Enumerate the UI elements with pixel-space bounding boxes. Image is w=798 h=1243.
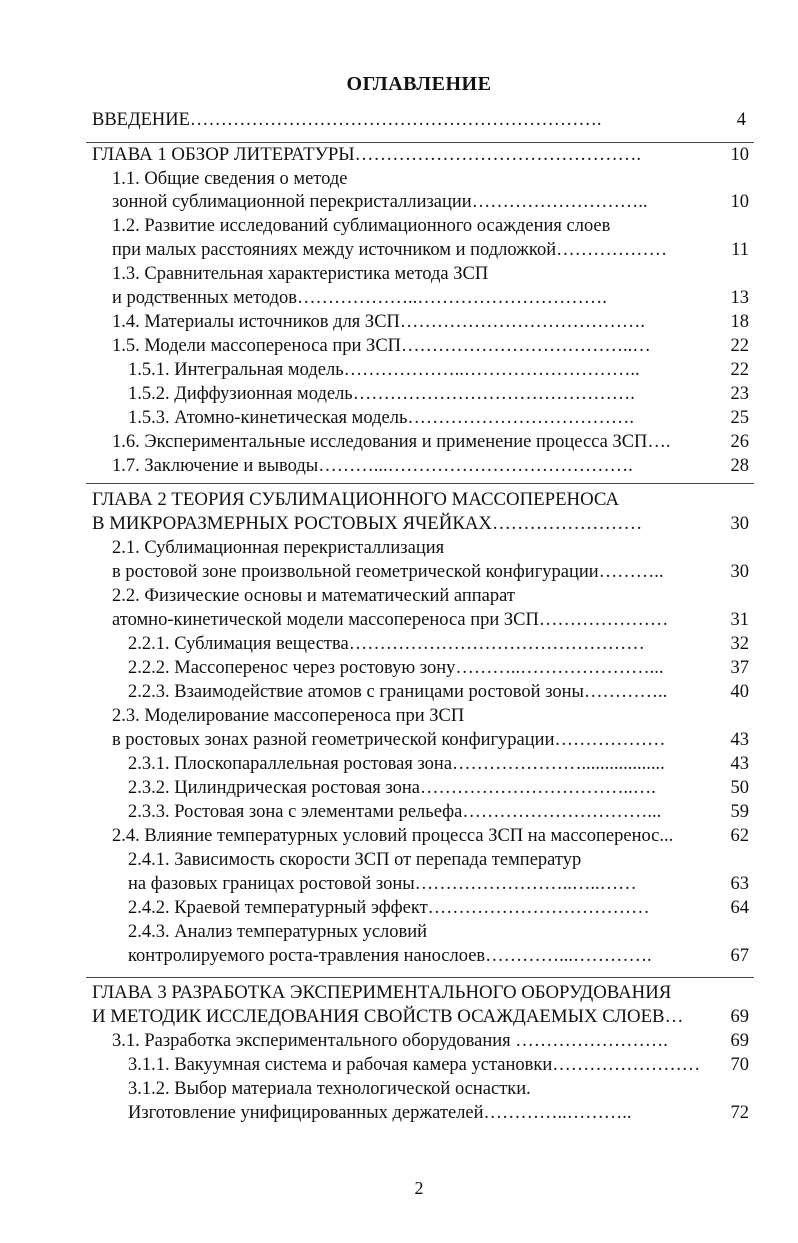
toc-entry-text: 1.5.3. Атомно-кинетическая модель………………………………. — [128, 408, 635, 428]
toc-entry-page: 63 — [730, 874, 749, 894]
toc-entry-text: контролируемого роста-травления нанослоев…………...…………. — [128, 946, 652, 966]
toc-entry-text: Изготовление унифицированных держателей…………..……….. — [128, 1103, 632, 1123]
toc-entry-page: 10 — [730, 192, 749, 212]
toc-entry-page: 11 — [731, 240, 749, 260]
toc-entry-text: 1.4. Материалы источников для ЗСП…………………………………. — [112, 312, 646, 332]
toc-entry-page: 67 — [730, 946, 749, 966]
toc-entry-page: 22 — [730, 360, 749, 380]
toc-entry-page: 72 — [730, 1103, 749, 1123]
toc-entry-page: 25 — [730, 408, 749, 428]
toc-entry-text: ГЛАВА 2 ТЕОРИЯ СУБЛИМАЦИОННОГО МАССОПЕРЕНОСА — [92, 489, 620, 510]
toc-entry-text: 1.2. Развитие исследований сублимационного осаждения слоев — [112, 216, 611, 236]
toc-entry-text: 2.3. Моделирование массопереноса при ЗСП — [112, 706, 465, 726]
toc-entry-text: 2.4.1. Зависимость скорости ЗСП от перепада температур — [128, 850, 582, 870]
toc-entry-text: ГЛАВА 1 ОБЗОР ЛИТЕРАТУРЫ………………………………………. — [92, 144, 642, 165]
toc-entry-text: 2.2.2. Массоперенос через ростовую зону………..…………………... — [128, 658, 664, 678]
toc-entry-page: 26 — [730, 432, 749, 452]
toc-entry-text: 3.1.2. Выбор материала технологической оснастки. — [128, 1079, 531, 1099]
toc-entry-text: 1.3. Сравнительная характеристика метода ЗСП — [112, 264, 489, 284]
toc-entry-text: зонной сублимационной перекристаллизации……………………….. — [112, 192, 648, 212]
page-title: ОГЛАВЛЕНИЕ — [346, 73, 492, 95]
toc-entry-text: 2.3.1. Плоскопараллельная ростовая зона………………….................. — [128, 754, 665, 774]
toc-entry-text: И МЕТОДИК ИССЛЕДОВАНИЯ СВОЙСТВ ОСАЖДАЕМЫХ СЛОЕВ… — [92, 1006, 684, 1027]
toc-entry-text: при малых расстояниях между источником и подложкой……………… — [112, 240, 668, 260]
toc-entry-page: 30 — [730, 514, 749, 534]
toc-entry-text: 2.3.2. Цилиндрическая ростовая зона……………………………..…. — [128, 778, 656, 798]
toc-entry-text: ВВЕДЕНИЕ…………………………………………………………. — [92, 110, 602, 130]
toc-entry-text: 1.7. Заключение и выводы………...…………………………………. — [112, 456, 633, 476]
toc-entry-text: 1.5.1. Интегральная модель………………..……………………….. — [128, 360, 640, 380]
toc-entry-text: 1.6. Экспериментальные исследования и применение процесса ЗСП…. — [112, 432, 671, 452]
toc-entry-page: 10 — [730, 145, 749, 165]
toc-entry-text: в ростовой зоне произвольной геометрической конфигурации……….. — [112, 562, 664, 582]
toc-entry-text: 2.4.2. Краевой температурный эффект……………………………… — [128, 898, 650, 918]
toc-entry-page: 62 — [730, 826, 749, 846]
toc-entry-page: 13 — [730, 288, 749, 308]
toc-entry-page: 43 — [730, 730, 749, 750]
toc-entry-text: 3.1.1. Вакуумная система и рабочая камера установки…………………… — [128, 1055, 701, 1075]
toc-entry-page: 69 — [730, 1031, 749, 1051]
toc-entry-text: 2.4. Влияние температурных условий процесса ЗСП на массоперенос... — [112, 826, 674, 846]
toc-entry-page: 43 — [730, 754, 749, 774]
toc-entry-text: 2.4.3. Анализ температурных условий — [128, 922, 428, 942]
toc-entry-text: 2.2.3. Взаимодействие атомов с границами ростовой зоны………….. — [128, 682, 668, 702]
toc-entry-page: 30 — [730, 562, 749, 582]
toc-entry-text: 1.1. Общие сведения о методе — [112, 169, 348, 189]
toc-entry-page: 22 — [730, 336, 749, 356]
toc-entry-page: 70 — [730, 1055, 749, 1075]
toc-entry-text: ГЛАВА 3 РАЗРАБОТКА ЭКСПЕРИМЕНТАЛЬНОГО ОБОРУДОВАНИЯ — [92, 982, 672, 1003]
toc-entry-page: 50 — [730, 778, 749, 798]
toc-entry-page: 31 — [730, 610, 749, 630]
toc-entry-text: на фазовых границах ростовой зоны……………………..…..…… — [128, 874, 637, 894]
toc-entry-page: 69 — [730, 1007, 749, 1027]
toc-entry-text: 2.2. Физические основы и математический аппарат — [112, 586, 515, 606]
toc-entry-text: 1.5.2. Диффузионная модель………………………………………. — [128, 384, 635, 404]
toc-entry-page: 37 — [730, 658, 749, 678]
toc-entry-page: 40 — [730, 682, 749, 702]
toc-entry-page: 4 — [736, 110, 746, 130]
toc-entry-text: 2.3.3. Ростовая зона с элементами рельефа…………………………... — [128, 802, 662, 822]
toc-entry-page: 32 — [730, 634, 749, 654]
footer-page-number: 2 — [414, 1178, 424, 1198]
toc-entry-text: В МИКРОРАЗМЕРНЫХ РОСТОВЫХ ЯЧЕЙКАХ…………………… — [92, 513, 643, 534]
toc-entry-text: 2.2.1. Сублимация вещества………………………………………… — [128, 634, 645, 654]
toc-entry-page: 64 — [730, 898, 749, 918]
toc-entry-page: 59 — [730, 802, 749, 822]
toc-entry-text: в ростовых зонах разной геометрической конфигурации……………… — [112, 730, 666, 750]
toc-entry-text: 2.1. Сублимационная перекристаллизация — [112, 538, 445, 558]
toc-entry-page: 18 — [730, 312, 749, 332]
separator-line — [86, 977, 754, 978]
toc-entry-text: 3.1. Разработка экспериментального оборудования ……………………. — [112, 1031, 668, 1051]
toc-entry-page: 23 — [730, 384, 749, 404]
toc-entry-text: и родственных методов………………..…………………………. — [112, 288, 607, 308]
toc-entry-text: атомно-кинетической модели массопереноса при ЗСП………………… — [112, 610, 669, 630]
toc-entry-page: 28 — [730, 456, 749, 476]
separator-line — [86, 483, 754, 484]
toc-entry-text: 1.5. Модели массопереноса при ЗСП………………………………..… — [112, 336, 651, 356]
